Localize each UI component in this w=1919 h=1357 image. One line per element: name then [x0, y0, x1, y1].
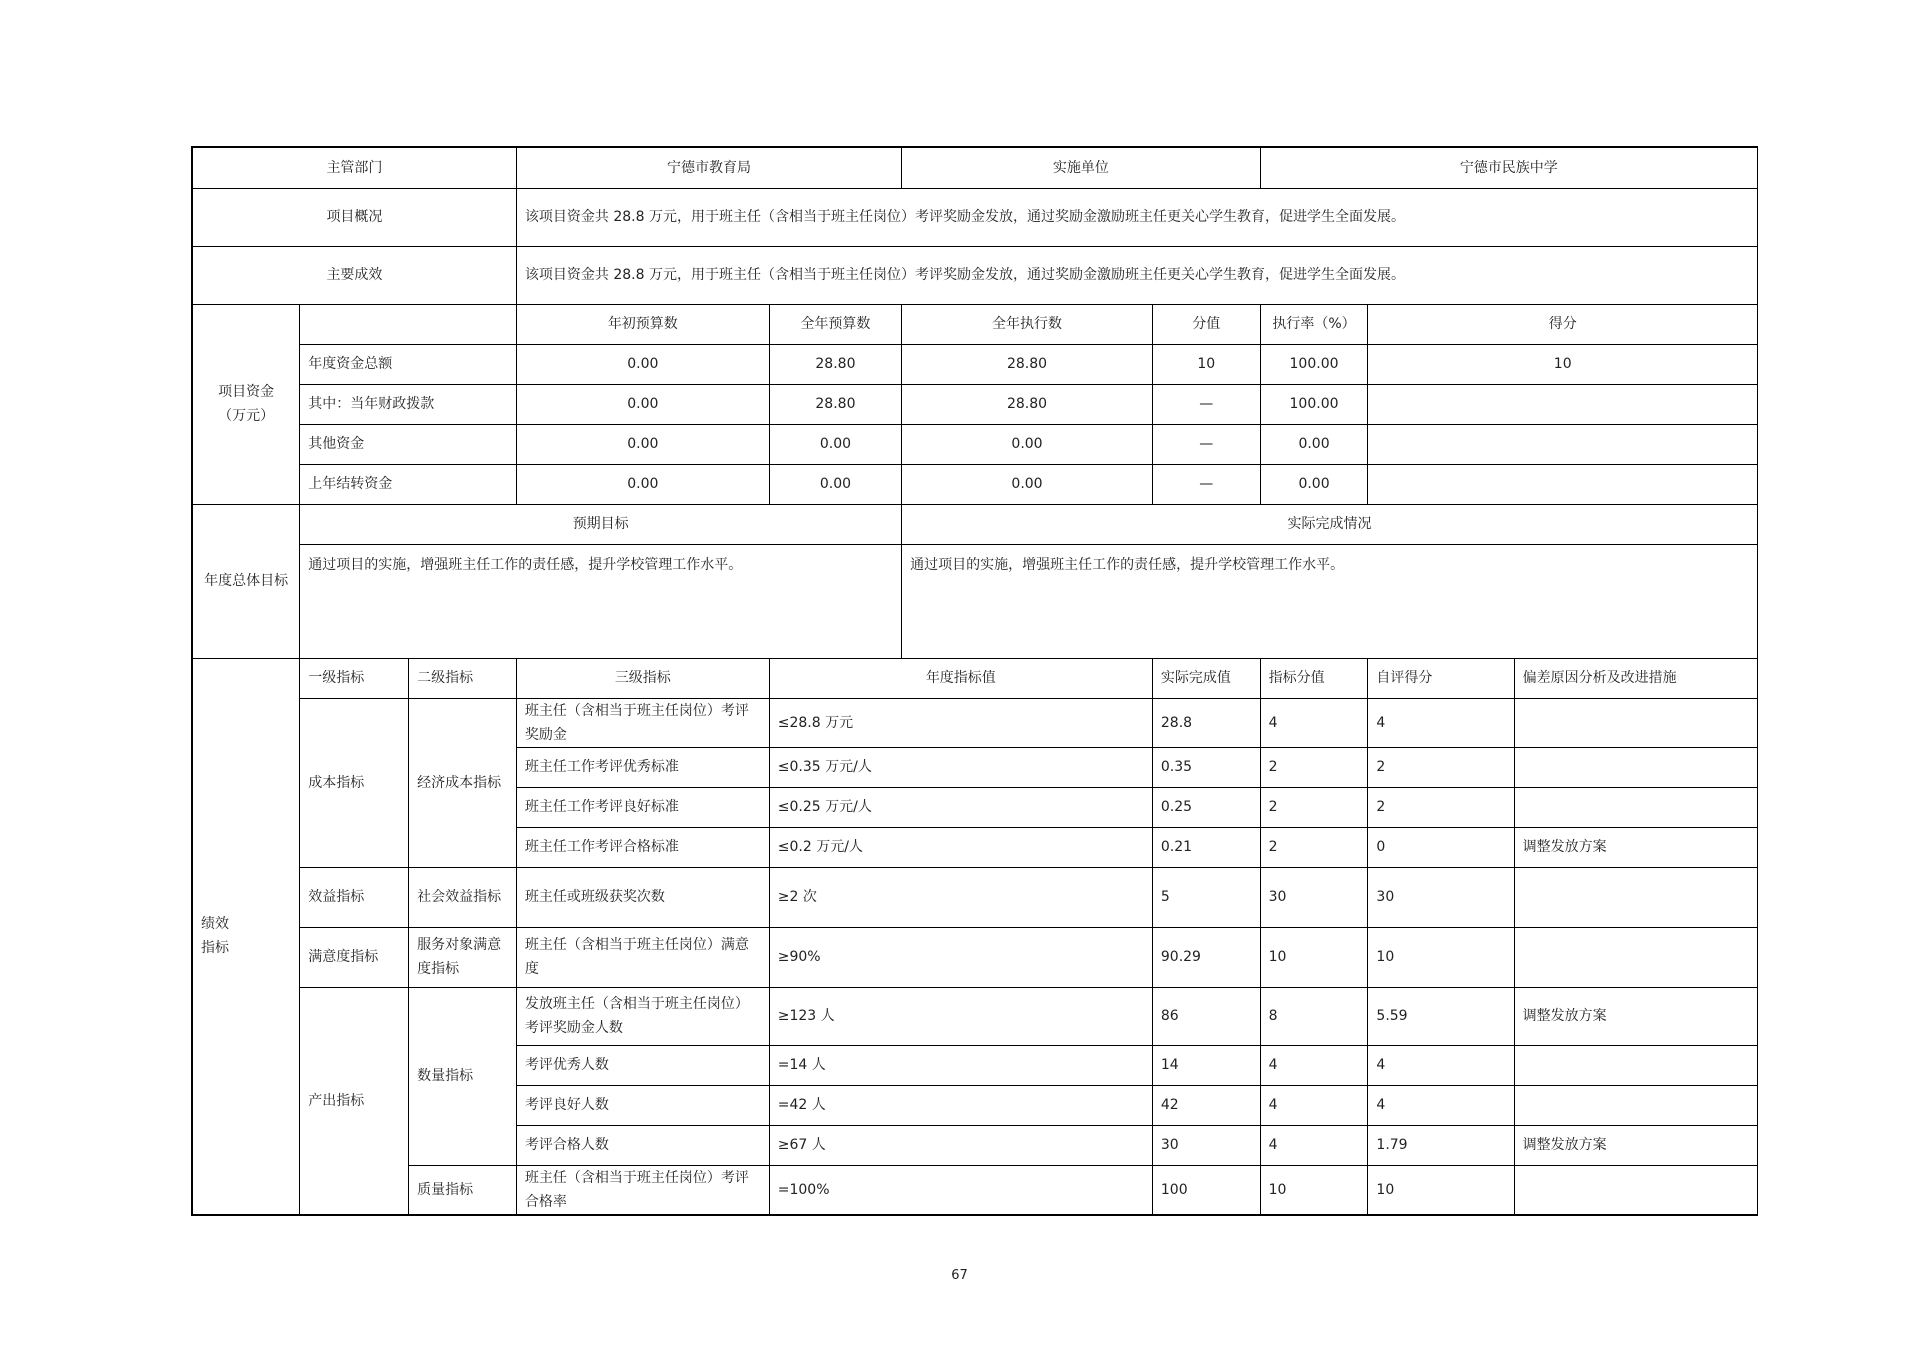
perf-weight: 4 — [1260, 1085, 1368, 1125]
results-label: 主要成效 — [192, 246, 516, 304]
perf-l1-output: 产出指标 — [300, 987, 409, 1215]
perf-note — [1514, 1045, 1757, 1085]
perf-l3: 考评合格人数 — [516, 1125, 769, 1165]
header-row — [192, 147, 1758, 188]
funds-row-name: 其中：当年财政拨款 — [300, 384, 517, 424]
funds-cell: — — [1152, 424, 1260, 464]
funds-cell: 100.00 — [1260, 344, 1368, 384]
perf-l3: 班主任工作考评合格标准 — [516, 827, 769, 867]
perf-note: 调整发放方案 — [1514, 987, 1757, 1045]
perf-row — [192, 1165, 1758, 1215]
perf-score: 4 — [1368, 1085, 1514, 1125]
funds-cell: 0.00 — [516, 464, 769, 504]
funds-cell: 28.80 — [902, 344, 1153, 384]
funds-row — [192, 464, 1758, 504]
perf-header-l2: 二级指标 — [409, 658, 517, 698]
funds-cell: 28.80 — [902, 384, 1153, 424]
perf-score: 5.59 — [1368, 987, 1514, 1045]
perf-note: 调整发放方案 — [1514, 827, 1757, 867]
funds-cell: 0.00 — [516, 344, 769, 384]
perf-header-note: 偏差原因分析及改进措施 — [1514, 658, 1757, 698]
perf-score: 30 — [1368, 867, 1514, 927]
goals-label: 年度总体目标 — [192, 504, 300, 658]
funds-header-score: 得分 — [1368, 304, 1758, 344]
perf-weight: 4 — [1260, 1125, 1368, 1165]
perf-l1-benefit: 效益指标 — [300, 867, 409, 927]
perf-weight: 4 — [1260, 698, 1368, 747]
perf-l3: 班主任或班级获奖次数 — [516, 867, 769, 927]
performance-evaluation-table — [191, 146, 1758, 1216]
funds-cell: 28.80 — [769, 384, 901, 424]
funds-cell — [1368, 384, 1758, 424]
funds-cell: 0.00 — [769, 464, 901, 504]
perf-header-actual: 实际完成值 — [1152, 658, 1260, 698]
overview-text: 该项目资金共 28.8 万元，用于班主任（含相当于班主任岗位）考评奖励金发放，通过奖励金激励班主任更关心学生教育，促进学生全面发展。 — [516, 188, 1757, 246]
funds-header-weight: 分值 — [1152, 304, 1260, 344]
perf-target: ≤0.35 万元/人 — [769, 747, 1152, 787]
results-text: 该项目资金共 28.8 万元，用于班主任（含相当于班主任岗位）考评奖励金发放，通过奖励金激励班主任更关心学生教育，促进学生全面发展。 — [516, 246, 1757, 304]
funds-row-name: 上年结转资金 — [300, 464, 517, 504]
perf-l2-satisfaction: 服务对象满意度指标 — [409, 927, 517, 987]
perf-actual: 0.35 — [1152, 747, 1260, 787]
perf-target: =42 人 — [769, 1085, 1152, 1125]
perf-l3: 班主任（含相当于班主任岗位）满意度 — [516, 927, 769, 987]
perf-row — [192, 927, 1758, 987]
performance-label-line2: 指标 — [201, 940, 229, 956]
performance-header-row — [192, 658, 1758, 698]
perf-l2-cost: 经济成本指标 — [409, 698, 517, 867]
funds-header-initial: 年初预算数 — [516, 304, 769, 344]
perf-note — [1514, 747, 1757, 787]
perf-header-l1: 一级指标 — [300, 658, 409, 698]
perf-score: 10 — [1368, 927, 1514, 987]
funds-cell — [1368, 464, 1758, 504]
perf-target: ≥90% — [769, 927, 1152, 987]
perf-note — [1514, 867, 1757, 927]
overview-row — [192, 188, 1758, 246]
perf-actual: 0.25 — [1152, 787, 1260, 827]
funds-cell: 0.00 — [769, 424, 901, 464]
perf-l1-cost: 成本指标 — [300, 698, 409, 867]
funds-cell: 10 — [1152, 344, 1260, 384]
funds-cell: 28.80 — [769, 344, 901, 384]
perf-l2-benefit: 社会效益指标 — [409, 867, 517, 927]
perf-target: ≤0.25 万元/人 — [769, 787, 1152, 827]
perf-score: 4 — [1368, 698, 1514, 747]
perf-score: 1.79 — [1368, 1125, 1514, 1165]
perf-weight: 2 — [1260, 827, 1368, 867]
funds-cell: — — [1152, 464, 1260, 504]
funds-header-annual: 全年预算数 — [769, 304, 901, 344]
perf-actual: 100 — [1152, 1165, 1260, 1215]
perf-row — [192, 867, 1758, 927]
perf-row — [192, 987, 1758, 1045]
perf-target: ≤28.8 万元 — [769, 698, 1152, 747]
funds-label — [192, 304, 300, 504]
perf-l2-quality: 质量指标 — [409, 1165, 517, 1215]
perf-header-score: 自评得分 — [1368, 658, 1514, 698]
perf-l3: 班主任工作考评优秀标准 — [516, 747, 769, 787]
goals-actual-text: 通过项目的实施，增强班主任工作的责任感，提升学校管理工作水平。 — [902, 544, 1758, 658]
goals-header-row — [192, 504, 1758, 544]
perf-l3: 考评优秀人数 — [516, 1045, 769, 1085]
goals-expected-header: 预期目标 — [300, 504, 902, 544]
perf-header-target: 年度指标值 — [769, 658, 1152, 698]
perf-note — [1514, 1165, 1757, 1215]
funds-row — [192, 424, 1758, 464]
funds-header-rate: 执行率（%） — [1260, 304, 1368, 344]
perf-weight: 2 — [1260, 787, 1368, 827]
perf-actual: 0.21 — [1152, 827, 1260, 867]
funds-cell: 0.00 — [516, 424, 769, 464]
results-row — [192, 246, 1758, 304]
funds-cell: 0.00 — [516, 384, 769, 424]
page-number: 67 — [951, 1268, 968, 1283]
funds-cell: 0.00 — [902, 464, 1153, 504]
funds-cell: 10 — [1368, 344, 1758, 384]
goals-actual-header: 实际完成情况 — [902, 504, 1758, 544]
perf-target: ≥67 人 — [769, 1125, 1152, 1165]
perf-score: 2 — [1368, 787, 1514, 827]
perf-actual: 42 — [1152, 1085, 1260, 1125]
funds-row — [192, 344, 1758, 384]
funds-label-line1: 项目资金 — [218, 384, 275, 400]
funds-header-executed: 全年执行数 — [902, 304, 1153, 344]
perf-weight: 10 — [1260, 927, 1368, 987]
funds-header-row — [192, 304, 1758, 344]
perf-header-l3: 三级指标 — [516, 658, 769, 698]
perf-target: =100% — [769, 1165, 1152, 1215]
perf-actual: 14 — [1152, 1045, 1260, 1085]
funds-row-name: 年度资金总额 — [300, 344, 517, 384]
funds-label-line2: （万元） — [218, 408, 275, 424]
funds-cell: — — [1152, 384, 1260, 424]
perf-l2-quantity: 数量指标 — [409, 987, 517, 1165]
perf-note — [1514, 1085, 1757, 1125]
performance-label-line1: 绩效 — [201, 916, 229, 932]
funds-cell: 0.00 — [1260, 424, 1368, 464]
perf-score: 4 — [1368, 1045, 1514, 1085]
dept-value: 宁德市教育局 — [516, 147, 901, 188]
perf-row — [192, 698, 1758, 747]
perf-note — [1514, 698, 1757, 747]
perf-l3: 班主任（含相当于班主任岗位）考评合格率 — [516, 1165, 769, 1215]
perf-l3: 班主任（含相当于班主任岗位）考评奖励金 — [516, 698, 769, 747]
funds-cell: 100.00 — [1260, 384, 1368, 424]
perf-note: 调整发放方案 — [1514, 1125, 1757, 1165]
overview-label: 项目概况 — [192, 188, 516, 246]
perf-weight: 2 — [1260, 747, 1368, 787]
perf-weight: 8 — [1260, 987, 1368, 1045]
funds-header-blank — [300, 304, 517, 344]
dept-label: 主管部门 — [192, 147, 516, 188]
perf-actual: 86 — [1152, 987, 1260, 1045]
perf-target: ≤0.2 万元/人 — [769, 827, 1152, 867]
unit-value: 宁德市民族中学 — [1260, 147, 1757, 188]
goals-expected-text: 通过项目的实施，增强班主任工作的责任感，提升学校管理工作水平。 — [300, 544, 902, 658]
perf-l3: 班主任工作考评良好标准 — [516, 787, 769, 827]
perf-actual: 90.29 — [1152, 927, 1260, 987]
perf-target: ≥2 次 — [769, 867, 1152, 927]
funds-cell — [1368, 424, 1758, 464]
perf-actual: 5 — [1152, 867, 1260, 927]
perf-score: 2 — [1368, 747, 1514, 787]
perf-note — [1514, 927, 1757, 987]
perf-l1-satisfaction: 满意度指标 — [300, 927, 409, 987]
perf-l3: 考评良好人数 — [516, 1085, 769, 1125]
perf-target: =14 人 — [769, 1045, 1152, 1085]
performance-label — [192, 658, 300, 1215]
perf-score: 0 — [1368, 827, 1514, 867]
perf-score: 10 — [1368, 1165, 1514, 1215]
perf-weight: 4 — [1260, 1045, 1368, 1085]
funds-cell: 0.00 — [1260, 464, 1368, 504]
goals-content-row — [192, 544, 1758, 658]
funds-row — [192, 384, 1758, 424]
funds-row-name: 其他资金 — [300, 424, 517, 464]
unit-label: 实施单位 — [902, 147, 1261, 188]
perf-weight: 30 — [1260, 867, 1368, 927]
perf-weight: 10 — [1260, 1165, 1368, 1215]
perf-actual: 30 — [1152, 1125, 1260, 1165]
perf-note — [1514, 787, 1757, 827]
perf-l3: 发放班主任（含相当于班主任岗位）考评奖励金人数 — [516, 987, 769, 1045]
perf-actual: 28.8 — [1152, 698, 1260, 747]
perf-header-weight: 指标分值 — [1260, 658, 1368, 698]
funds-cell: 0.00 — [902, 424, 1153, 464]
perf-target: ≥123 人 — [769, 987, 1152, 1045]
